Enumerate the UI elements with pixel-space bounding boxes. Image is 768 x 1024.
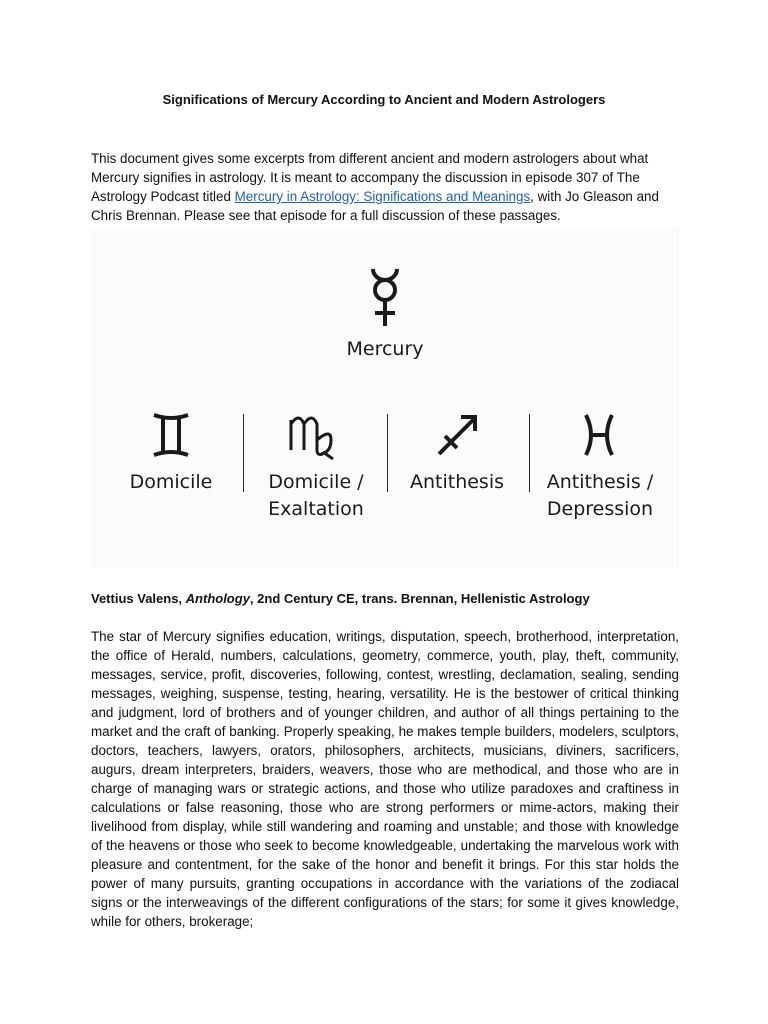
- sign-label-4: [535, 469, 665, 523]
- sign-label-4-line2: Depression: [546, 498, 654, 520]
- section-work-title: Anthology: [185, 591, 250, 606]
- sagittarius-symbol-icon: [435, 412, 479, 458]
- figure-divider: [243, 414, 244, 492]
- figure-divider: [387, 414, 388, 492]
- section-author: Vettius Valens,: [91, 591, 186, 606]
- sign-label-1: [111, 469, 231, 496]
- episode-link[interactable]: Mercury in Astrology: Significations and Meanings: [234, 189, 531, 204]
- section-heading: [91, 591, 691, 606]
- document-title: Significations of Mercury According to Ancient and Modern Astrologers: [162, 92, 606, 107]
- sign-label-1-line1: Domicile: [129, 471, 213, 493]
- intro-paragraph: [91, 149, 679, 225]
- sign-label-4-line1: Antithesis /: [546, 471, 654, 493]
- sign-label-2: [251, 469, 381, 523]
- mercury-symbol-icon: [367, 266, 403, 328]
- sign-label-3-line1: Antithesis: [409, 471, 505, 493]
- valens-excerpt: The star of Mercury signifies education, writings, disputation, speech, brotherhood, interpretation, the office of Herald, numbers, calculations, geometry, commerce, youth, play, theft, community, messages, service, profit, discoveries, following, contest, wrestling, declamation, sealing, sending messages, weighing, suspense, testing, hearing, versatility. He is the bestower of critical thinking and judgment, lord of brothers and of younger children, and author of all things pertaining to the market and the craft of banking. Properly speaking, he makes temple builders, modelers, sculptors, doctors, teachers, lawyers, orators, philosophers, architects, musicians, diviners, sacrificers, augurs, dream interpreters, braiders, weavers, those who are methodical, and those who are in charge of managing wars or strategic actions, and those who utilize paradoxes and craftiness in calculations or false reasoning, those who are strong performers or mime-actors, making their livelihood from display, while still wandering and roaming and unstable; and those with knowledge of the heavens or those who seek to become knowledgeable, undertaking the marvelous work with pleasure and contentment, for the sake of the honor and benefit it brings. For this star holds the power of many pursuits, granting occupations in accordance with the variations of the zodiacal signs or the interweavings of the different configurations of the stars; for some it gives knowledge, while for others, brokerage;: [91, 629, 679, 929]
- pisces-symbol-icon: [581, 412, 617, 458]
- gemini-symbol-icon: [151, 412, 191, 458]
- sign-label-2-line1: Domicile /: [268, 471, 364, 493]
- intro-text-start: This document gives some excerpts from different ancient and modern astrologers about what Mercury signifies in astrology. It is meant to accompany the discussion in episode 307 of The Astrology Podcast titled: [91, 151, 649, 204]
- sign-label-3: [397, 469, 517, 496]
- sign-label-2-line2: Exaltation: [268, 498, 364, 520]
- intro-text-end: , with Jo Gleason and Chris Brennan. Please see that episode for a full discussion of these passages.: [91, 189, 659, 223]
- mercury-rulership-figure: [91, 228, 679, 568]
- figure-divider: [529, 414, 530, 492]
- planet-label: Mercury: [346, 338, 424, 360]
- virgo-symbol-icon: [287, 410, 341, 460]
- section-source-details: , 2nd Century CE, trans. Brennan, Hellenistic Astrology: [249, 591, 590, 606]
